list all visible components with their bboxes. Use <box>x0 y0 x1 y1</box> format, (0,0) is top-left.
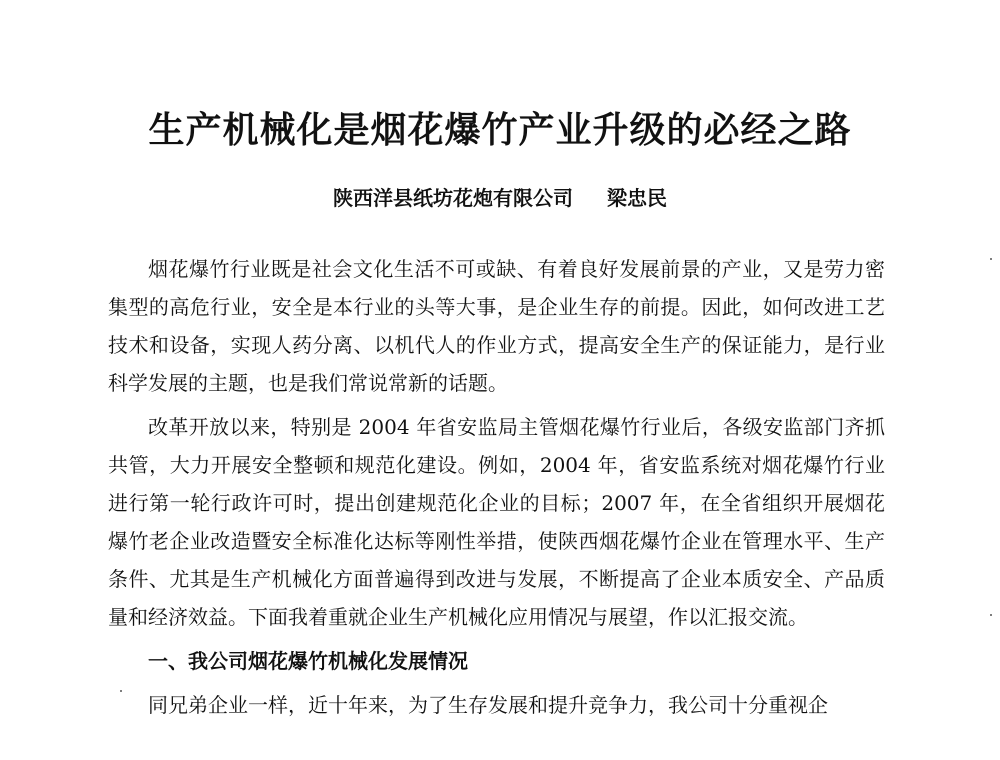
byline-organization: 陕西洋县纸坊花炮有限公司 <box>333 186 573 210</box>
scan-speck <box>120 690 122 692</box>
paragraph-section-start: 同兄弟企业一样，近十年来，为了生存发展和提升竞争力，我公司十分重视企 <box>148 693 828 717</box>
byline <box>0 183 1000 213</box>
scan-speck <box>990 258 992 260</box>
section-heading: 一、我公司烟花爆竹机械化发展情况 <box>148 649 468 673</box>
paragraph-intro: 烟花爆竹行业既是社会文化生活不可或缺、有着良好发展前景的产业，又是劳力密集型的高危行业，安全是本行业的头等大事，是企业生存的前提。因此，如何改进工艺技术和设备，实现人药分离、以机代人的作业方式，提高安全生产的保证能力，是行业科学发展的主题，也是我们常说常新的话题。 <box>108 257 885 395</box>
byline-author: 梁忠民 <box>607 186 667 210</box>
document-body <box>108 250 885 730</box>
scan-speck <box>990 614 992 616</box>
document-title: 生产机械化是烟花爆竹产业升级的必经之路 <box>148 109 852 151</box>
paragraph-reform: 改革开放以来，特别是 2004 年省安监局主管烟花爆竹行业后，各级安监部门齐抓共管，大力开展安全整顿和规范化建设。例如，2004 年，省安监系统对烟花爆竹行业进行第一轮行政许可时，提出创建规范化企业的目标；2007 年，在全省组织开展烟花爆竹老企业改造暨安全标准化达标等刚性举措，使陕西烟花爆竹企业在管理水平、生产条件、尤其是生产机械化方面普遍得到改进与发展，不断提高了企业本质安全、产品质量和经济效益。下面我着重就企业生产机械化应用情况与展望，作以汇报交流。 <box>108 415 885 629</box>
